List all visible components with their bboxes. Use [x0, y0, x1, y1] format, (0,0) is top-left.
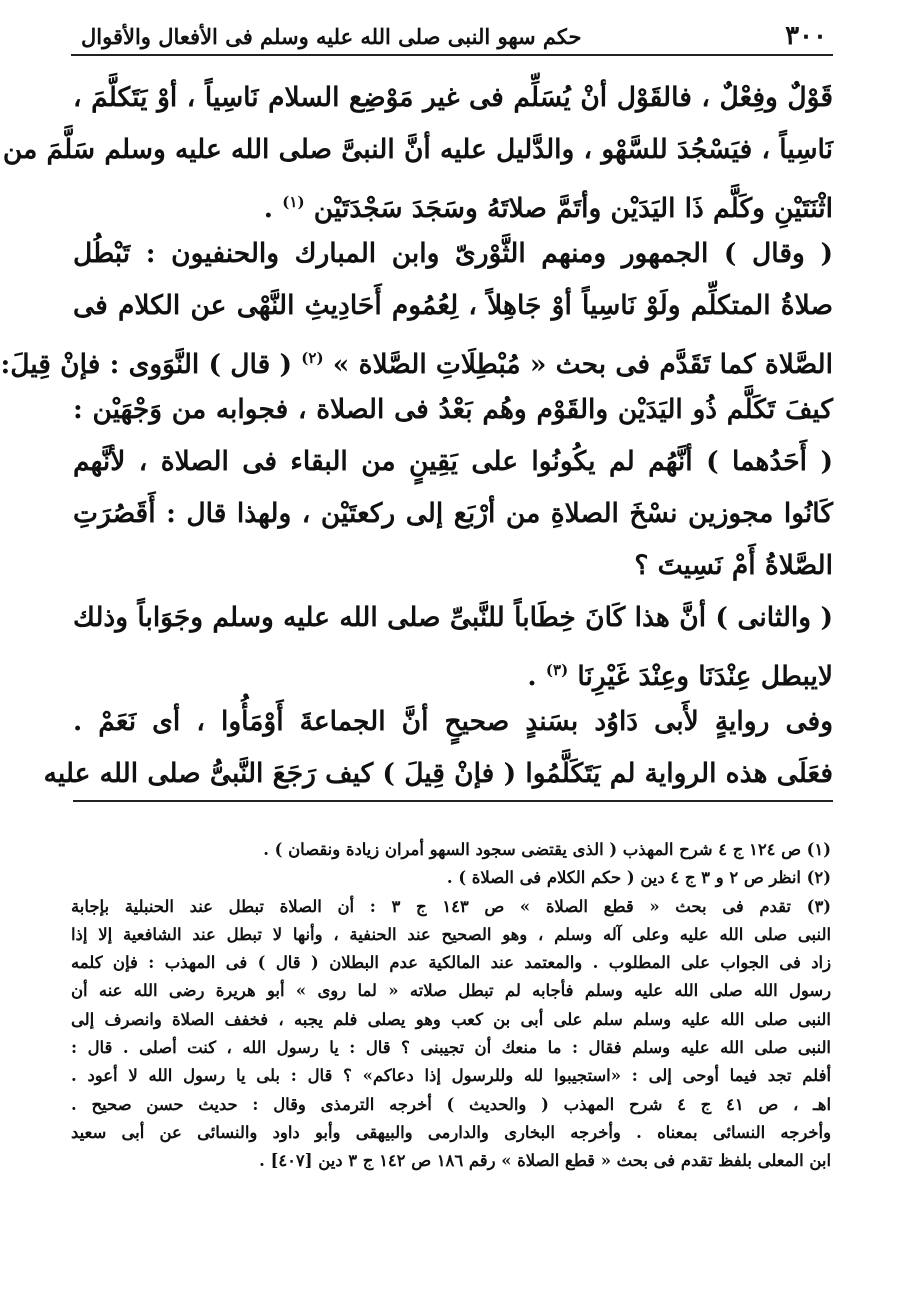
footnote-line: أفلم تجد فيما أوحى إلى : «استجيبوا لله وللرسول إذا دعاكم» ؟ قال : بلى يا رسول الله لا أعود . [71, 1066, 831, 1086]
page-number: ٣٠٠ [785, 21, 827, 51]
running-title: حكم سهو النبى صلى الله عليه وسلم فى الأفعال والأقوال [81, 23, 582, 49]
main-text [0, 72, 833, 802]
footnote-line: وأخرجه النسائى بمعناه . وأخرجه البخارى والدارمى والبيهقى وأبو داود والنسائى عن أبى سعيد [71, 1122, 831, 1142]
footnote-line: النبى صلى الله عليه وعلى آله وسلم ، وهو الصحيح عند الحنفية ، وأنها لا تبطل عند الشافعية إلا إذا [71, 924, 831, 944]
body-line-text: لايبطل عِنْدَنَا وعِنْدَ غَيْرِنَا [577, 660, 833, 692]
body-line: قَوْلٌ وفِعْلٌ ، فالقَوْل أنْ يُسَلِّم فى غير مَوْضِع السلام نَاسِياً ، أوْ يَتَكلَّمَ ، [73, 82, 833, 113]
body-line [0, 332, 833, 384]
body-line-tail: ( قال ) النَّوَوى : فإنْ قِيلَ: [0, 348, 293, 380]
body-line: كَانُوا مجوزين نسْخَ الصلاةِ من أرْبَع إلى ركعتَيْن ، ولهذا قال : أَقَصُرَتِ [73, 498, 833, 529]
page-header [71, 18, 833, 56]
footnote-line: اهـ ، ص ٤١ ج ٤ شرح المهذب ( والحديث ) أخرجه الترمذى وقال : حديث حسن صحيح . [71, 1094, 832, 1114]
footnote-line: النبى صلى الله عليه وسلم سلم على أبى بن كعب وهو يصلى فلم يجبه ، فخفف الصلاة وانصرف إلى [71, 1009, 831, 1029]
body-line: كيفَ تَكَلَّم ذُو اليَدَيْن والقَوْم وهُم بَعْدُ فى الصلاة ، فجوابه من وَجْهَيْن : [73, 394, 833, 425]
footnote-line: (١) ص ١٢٤ ج ٤ شرح المهذب ( الذى يقتضى سجود السهو أمران زيادة ونقصان ) . [263, 840, 831, 859]
body-line: ( وقال ) الجمهور ومنهم الثَّوْرىّ وابن المبارك والحنفيون : تَبْطُل [73, 238, 833, 269]
body-line: الصَّلاةُ أَمْ نَسِيتَ ؟ [634, 550, 833, 581]
body-line: صلاةُ المتكلِّم ولَوْ نَاسِياً أوْ جَاهِلاً ، لِعُمُوم أَحَادِيثِ النَّهْى عن الكلام فى [73, 290, 833, 321]
body-line: نَاسِياً ، فيَسْجُدَ للسَّهْو ، والدَّليل عليه أنَّ النبىَّ صلى الله عليه وسلم سَلَّمَ من [2, 134, 833, 165]
footnote-line: رسول الله صلى الله عليه وسلم فأجابه لم تبطل صلاته « لما روى » أبو هريرة رضى الله عنه أن [71, 981, 831, 1001]
footnote-line: ابن المعلى بلفظ تقدم فى بحث « قطع الصلاة » رقم ١٨٦ ص ١٤٢ ج ٣ دين [٤٠٧] . [259, 1151, 831, 1171]
footnote-line: (٢) انظر ص ٢ و ٣ ج ٤ دين ( حكم الكلام فى الصلاة ) . [446, 868, 831, 888]
body-line-end: . [527, 660, 537, 692]
footnote-line: (٣) تقدم فى بحث « قطع الصلاة » ص ١٤٣ ج ٣ : أن الصلاة تبطل عند الحنبلية بإجابة [71, 896, 832, 916]
body-line [73, 176, 833, 228]
body-line: فعَلَى هذه الرواية لم يَتَكَلَّمُوا ( فإنْ قِيلَ ) كيف رَجَعَ النَّبىُّ صلى الله عليه [73, 748, 833, 802]
footnote-ref: (١) [282, 193, 305, 211]
body-line-end: . [263, 192, 274, 224]
body-line: ( أَحَدُهما ) أنَّهُم لم يكُونُوا على يَقِينٍ من البقاء فى الصلاة ، لأنَّهم [73, 446, 833, 477]
body-line-text: الصَّلاة كما تَقَدَّم فى بحث « مُبْطِلَاتِ الصَّلاة » [332, 348, 833, 380]
footnotes [71, 836, 831, 1176]
footnote-ref: (٢) [301, 349, 324, 367]
footnote-line: زاد فى الجواب على المطلوب . والمعتمد عند المالكية عدم البطلان ( قال ) فى المهذب : فإن كلمه [71, 953, 831, 973]
body-line [73, 644, 833, 696]
body-line-text: اثْنَتَيْنِ وكَلَّم ذَا اليَدَيْن وأتَمَّ صلاتَهُ وسَجَدَ سَجْدَتَيْن [313, 192, 833, 224]
footnote-line: النبى صلى الله عليه وسلم فقال : ما منعك أن تجيبنى ؟ قال : يا رسول الله ، كنت أصلى . قال : [71, 1038, 831, 1058]
footnote-ref: (٣) [545, 661, 569, 679]
body-line: ( والثانى ) أنَّ هذا كَانَ خِطَاباً للنَّبىِّ صلى الله عليه وسلم وجَوَاباً وذلك [73, 602, 833, 633]
body-line: وفى روايةٍ لأَبى دَاوُد بسَندٍ صحيحٍ أنَّ الجماعةَ أَوْمَأُوا ، أى نَعَمْ . [73, 706, 833, 737]
